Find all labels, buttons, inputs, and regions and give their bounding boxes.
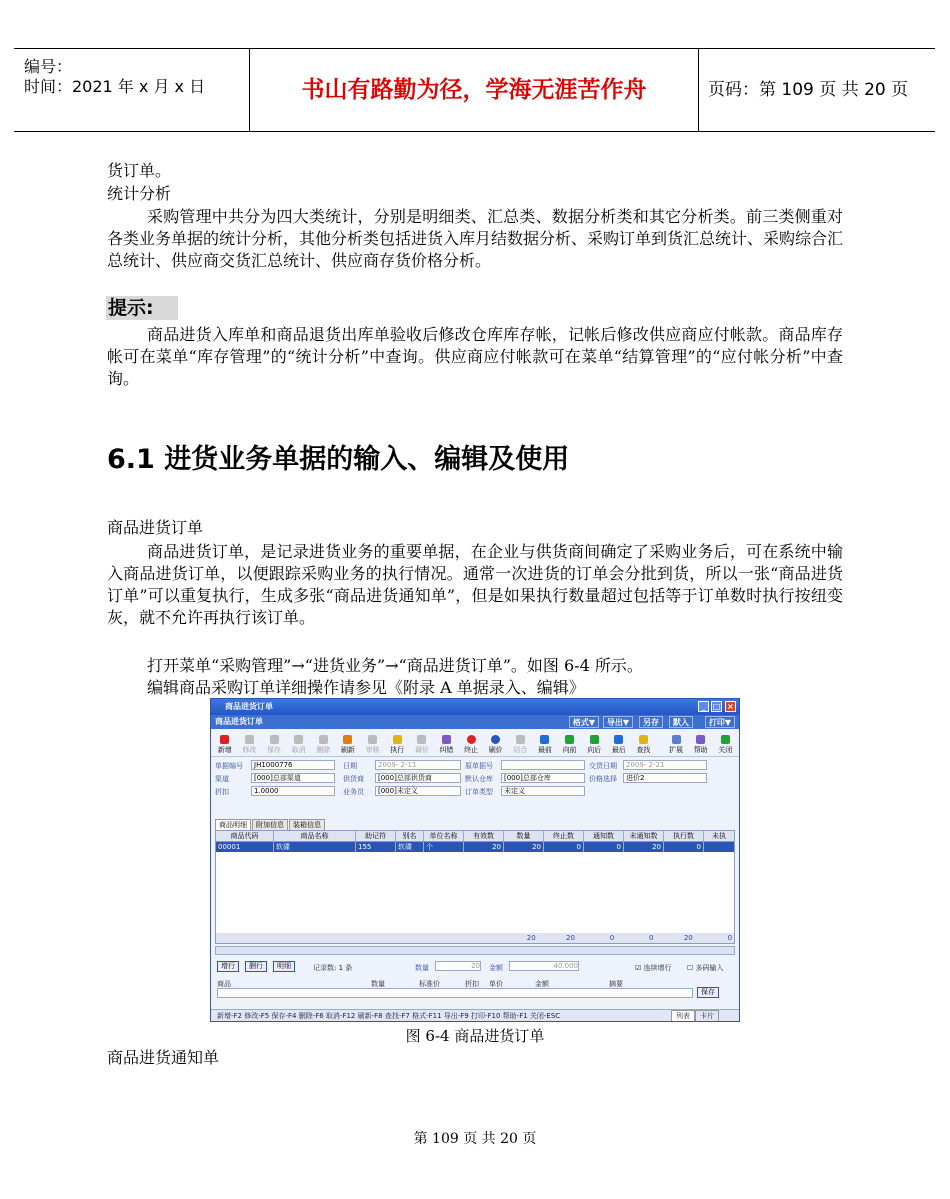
tab-list-view[interactable]: 列表 bbox=[671, 1010, 695, 1022]
tool-correct[interactable]: 纠错 bbox=[437, 735, 457, 756]
import-button[interactable]: 默入 bbox=[669, 716, 693, 728]
next-icon bbox=[590, 735, 599, 744]
doc-no-field[interactable]: JH1000776 bbox=[251, 760, 335, 770]
edit-item-label: 商品 bbox=[217, 980, 231, 988]
page-footer: 第 109 页 共 20 页 bbox=[413, 1131, 537, 1147]
close-icon[interactable]: × bbox=[725, 701, 736, 712]
extend-icon bbox=[672, 735, 681, 744]
doc-no-label: 单据编号 bbox=[215, 762, 243, 770]
tool-help[interactable]: 帮助 bbox=[691, 735, 711, 756]
delivery-field[interactable]: 2009- 2-21 bbox=[623, 760, 707, 770]
edit-icon bbox=[245, 735, 254, 744]
edit-std-price-label: 标准价 bbox=[419, 980, 440, 988]
cancel-icon bbox=[294, 735, 303, 744]
window-subtitle-bar bbox=[211, 715, 739, 729]
save-icon bbox=[270, 735, 279, 744]
edit-qty-label: 数量 bbox=[371, 980, 385, 988]
first-icon bbox=[540, 735, 549, 744]
tool-cancel[interactable]: 取消 bbox=[289, 735, 309, 756]
window-titlebar bbox=[211, 699, 739, 715]
col-header[interactable]: 有效数 bbox=[464, 831, 504, 841]
col-header[interactable]: 别名 bbox=[396, 831, 424, 841]
print-button[interactable]: 打印▼ bbox=[705, 716, 735, 728]
refresh-icon bbox=[343, 735, 352, 744]
paragraph-order: 商品进货订单，是记录进货业务的重要单据，在企业与供货商间确定了采购业务后，可在系统中输入商品进货订单，以便跟踪采购业务的执行情况。通常一次进货的订单会分批到货，所以一张“商品进货订单”可以重复执行，生成多张“商品进货通知单”，但是如果执行数量超过包括等于订单数时执行按纽变灰，就不允许再执行该订单。 bbox=[107, 542, 843, 627]
col-header[interactable]: 单位名称 bbox=[424, 831, 464, 841]
orig-no-label: 原单据号 bbox=[465, 762, 493, 770]
correct-icon bbox=[442, 735, 451, 744]
supplier-field[interactable]: [000]总部供货商 bbox=[375, 773, 461, 783]
col-header[interactable]: 数量 bbox=[504, 831, 544, 841]
tool-extend[interactable]: 扩展 bbox=[666, 735, 686, 756]
discount-field[interactable]: 1.0000 bbox=[251, 786, 335, 796]
warehouse-label: 默认仓库 bbox=[465, 775, 493, 783]
tool-save[interactable]: 保存 bbox=[264, 735, 284, 756]
staff-field[interactable]: [000]未定义 bbox=[375, 786, 461, 796]
delete-row-button[interactable]: 删行 bbox=[245, 961, 267, 972]
col-header[interactable]: 终止数 bbox=[544, 831, 584, 841]
audit-icon bbox=[368, 735, 377, 744]
number-label: 编号： bbox=[24, 57, 73, 76]
close-tool-icon bbox=[721, 735, 730, 744]
maximize-icon[interactable]: □ bbox=[712, 702, 721, 711]
tab-item-detail[interactable]: 商品明细 bbox=[215, 819, 251, 831]
adjust-price-icon bbox=[417, 735, 426, 744]
date-field[interactable]: 2009- 2-11 bbox=[375, 760, 461, 770]
refresh-price-icon bbox=[491, 735, 500, 744]
add-row-button[interactable]: 增行 bbox=[217, 961, 239, 972]
order-type-label: 订单类型 bbox=[465, 788, 493, 796]
delete-icon bbox=[319, 735, 328, 744]
tool-refresh-price[interactable]: 刷价 bbox=[486, 735, 506, 756]
figure-caption: 图 6-4 商品进货订单 bbox=[405, 1027, 545, 1045]
tool-delete[interactable]: 删除 bbox=[314, 735, 334, 756]
col-header[interactable]: 未执 bbox=[712, 832, 726, 840]
tool-last[interactable]: 最后 bbox=[609, 735, 629, 756]
combine-icon bbox=[516, 735, 525, 744]
edit-discount-label: 折扣 bbox=[465, 980, 479, 988]
amount-field: 40.000 bbox=[509, 961, 579, 971]
tool-edit[interactable]: 修改 bbox=[240, 735, 260, 756]
order-form bbox=[211, 757, 739, 803]
time-label: 时间：2021 年 x 月 x 日 bbox=[24, 77, 206, 96]
heading-order: 商品进货订单 bbox=[107, 518, 204, 537]
tool-adjust-price[interactable]: 调价 bbox=[412, 735, 432, 756]
order-window-screenshot bbox=[210, 698, 740, 1022]
edit-price-label: 单价 bbox=[489, 980, 503, 988]
page-header bbox=[14, 48, 935, 132]
channel-field[interactable]: [000]总部渠道 bbox=[251, 773, 335, 783]
section-title: 6.1 进货业务单据的输入、编辑及使用 bbox=[107, 444, 570, 475]
paragraph-tip: 商品进货入库单和商品退货出库单验收后修改仓库库存帐，记帐后修改供应商应付帐款。商品库存帐可在菜单“库存管理”的“统计分析”中查询。供应商应付帐款可在菜单“结算管理”的“应付帐分析”中查询。 bbox=[107, 325, 843, 388]
col-header[interactable]: 商品代码 bbox=[216, 831, 274, 841]
header-left-cell bbox=[14, 49, 250, 131]
tool-prev[interactable]: 向前 bbox=[560, 735, 580, 756]
header-motto: 书山有路勤为径，学海无涯苦作舟 bbox=[250, 49, 699, 131]
col-header[interactable]: 执行数 bbox=[664, 831, 704, 841]
shortcut-hints: 新增-F2 修改-F5 保存-F4 删除-F6 取消-F12 刷新-F8 查找-F7 格式-F11 导出-F9 打印-F10 帮助-F1 关闭-ESC bbox=[217, 1012, 561, 1020]
qty-label: 数量 bbox=[415, 964, 429, 972]
heading-stats: 统计分析 bbox=[107, 184, 172, 203]
save-line-button[interactable]: 保存 bbox=[697, 987, 719, 998]
tool-terminate[interactable]: 终止 bbox=[461, 735, 481, 756]
staff-label: 业务员 bbox=[343, 788, 364, 796]
delivery-label: 交货日期 bbox=[589, 762, 617, 770]
export-button[interactable]: 导出▼ bbox=[603, 716, 633, 728]
header-page-label: 页码：第 109 页 共 20 页 bbox=[708, 80, 909, 100]
help-icon bbox=[696, 735, 705, 744]
toolbar bbox=[211, 729, 739, 757]
amount-label: 金额 bbox=[489, 964, 503, 972]
execute-icon bbox=[393, 735, 402, 744]
price-label: 价格选择 bbox=[589, 775, 617, 783]
edit-line-input[interactable] bbox=[217, 988, 693, 998]
tool-refresh[interactable]: 刷新 bbox=[338, 735, 358, 756]
heading-notice: 商品进货通知单 bbox=[107, 1048, 220, 1067]
window-title: 商品进货订单 bbox=[225, 702, 273, 711]
price-field[interactable]: 进价2 bbox=[623, 773, 707, 783]
tab-card-view[interactable]: 卡片 bbox=[695, 1010, 719, 1022]
tab-extra-info[interactable]: 附加信息 bbox=[252, 819, 288, 831]
orig-no-field[interactable] bbox=[501, 760, 585, 770]
qty-field: 20 bbox=[435, 961, 481, 971]
format-button[interactable]: 格式▼ bbox=[569, 716, 599, 728]
tool-new[interactable]: 新增 bbox=[215, 735, 235, 756]
grid-header bbox=[216, 831, 734, 842]
paragraph-open: 打开菜单“采购管理”→“进货业务”→“商品进货订单”。如图 6-4 所示。 bbox=[147, 656, 643, 675]
tool-first[interactable]: 最前 bbox=[535, 735, 555, 756]
tool-close[interactable]: 关闭 bbox=[716, 735, 736, 756]
multi-code-checkbox[interactable]: ☐ 多码输入 bbox=[687, 964, 724, 972]
col-header[interactable]: 商品名称 bbox=[274, 831, 356, 841]
tool-next[interactable]: 向后 bbox=[584, 735, 604, 756]
warehouse-field[interactable]: [000]总部仓库 bbox=[501, 773, 585, 783]
tool-execute[interactable]: 执行 bbox=[387, 735, 407, 756]
new-icon bbox=[220, 735, 229, 744]
horizontal-scrollbar[interactable] bbox=[215, 946, 735, 955]
status-bar bbox=[211, 1009, 739, 1021]
detail-button[interactable]: 明细 bbox=[273, 961, 295, 972]
paragraph-edit: 编辑商品采购订单详细操作请参见《附录 A 单据录入、编辑》 bbox=[147, 678, 585, 697]
window-subtitle: 商品进货订单 bbox=[215, 717, 263, 726]
discount-label: 折扣 bbox=[215, 788, 229, 796]
col-header[interactable]: 通知数 bbox=[584, 831, 624, 841]
last-icon bbox=[614, 735, 623, 744]
items-grid bbox=[215, 830, 735, 944]
edit-memo-label: 摘要 bbox=[609, 980, 623, 988]
col-header[interactable]: 助记符 bbox=[356, 831, 396, 841]
tool-find[interactable]: 查找 bbox=[634, 735, 654, 756]
minimize-icon[interactable]: _ bbox=[698, 701, 709, 712]
tool-combine[interactable]: 结合 bbox=[511, 735, 531, 756]
terminate-icon bbox=[467, 735, 476, 744]
record-count: 记录数: 1 条 bbox=[313, 964, 353, 972]
table-row[interactable]: 00001 软碟 155 软碟 个 20 20 0 0 20 0 bbox=[216, 842, 734, 852]
tab-packing-info[interactable]: 装箱信息 bbox=[289, 819, 325, 831]
edit-amount-label: 金额 bbox=[535, 980, 549, 988]
continuous-checkbox[interactable]: ☑ 连续增行 bbox=[635, 964, 672, 972]
paragraph-lead: 货订单。 bbox=[107, 161, 172, 180]
paragraph-stats: 采购管理中共分为四大类统计，分别是明细类、汇总类、数据分析类和其它分析类。前三类侧重对各类业务单据的统计分析，其他分析类包括进货入库月结数据分析、采购订单到货汇总统计、采购综合汇总统计、供应商交货汇总统计、供应商存货价格分析。 bbox=[107, 207, 844, 270]
find-icon bbox=[639, 735, 648, 744]
tool-audit[interactable]: 审核 bbox=[363, 735, 383, 756]
col-header[interactable]: 未通知数 bbox=[624, 831, 664, 841]
date-label: 日期 bbox=[343, 762, 357, 770]
prev-icon bbox=[565, 735, 574, 744]
grid-totals: 20 20 0 0 20 0 bbox=[216, 933, 734, 943]
order-type-field[interactable]: 未定义 bbox=[501, 786, 585, 796]
supplier-label: 供货商 bbox=[343, 775, 364, 783]
save-as-button[interactable]: 另存 bbox=[639, 716, 663, 728]
channel-label: 渠道 bbox=[215, 775, 229, 783]
tip-label: 提示: bbox=[106, 296, 178, 320]
